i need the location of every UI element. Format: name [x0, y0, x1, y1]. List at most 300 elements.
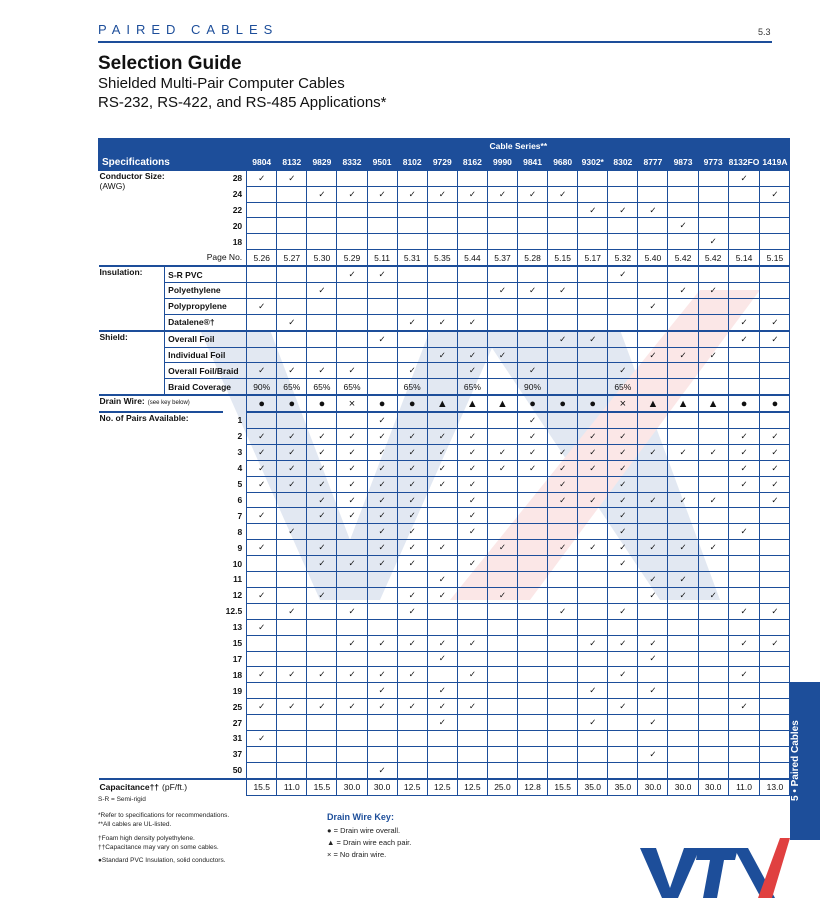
table-cell: 65%	[608, 379, 638, 395]
table-cell	[548, 667, 578, 683]
table-cell	[728, 762, 760, 778]
table-cell: ✓	[698, 444, 728, 460]
table-cell	[668, 762, 698, 778]
table-cell	[728, 412, 760, 428]
table-cell	[760, 170, 790, 186]
table-cell	[728, 619, 760, 635]
table-cell	[728, 556, 760, 572]
table-row	[99, 363, 790, 379]
table-cell: ×	[337, 395, 367, 412]
group-label	[99, 395, 247, 412]
table-cell	[518, 347, 548, 363]
table-cell	[397, 283, 427, 299]
table-cell	[397, 572, 427, 588]
table-cell: ✓	[548, 460, 578, 476]
table-cell	[487, 635, 517, 651]
table-cell	[698, 170, 728, 186]
table-cell	[427, 218, 457, 234]
table-cell	[277, 683, 307, 699]
table-cell: ✓	[307, 476, 337, 492]
table-cell	[578, 619, 608, 635]
table-cell	[760, 540, 790, 556]
table-cell: ✓	[247, 298, 277, 314]
table-cell	[548, 170, 578, 186]
table-cell	[457, 266, 487, 282]
pairs-label: 25	[232, 701, 243, 712]
subtitle-1: Shielded Multi-Pair Computer Cables	[98, 75, 345, 92]
table-cell: ✓	[728, 331, 760, 347]
table-cell	[578, 412, 608, 428]
table-cell	[548, 746, 578, 762]
table-cell: ✓	[397, 363, 427, 379]
table-cell	[337, 762, 367, 778]
table-cell: ✓	[698, 283, 728, 299]
table-cell: ✓	[760, 492, 790, 508]
table-cell: ✓	[397, 603, 427, 619]
table-cell	[337, 746, 367, 762]
section-header: PAIRED CABLES	[98, 22, 279, 37]
table-cell	[427, 492, 457, 508]
table-cell: ✓	[367, 556, 397, 572]
group-note: (see key below)	[147, 400, 190, 407]
table-cell: ✓	[698, 587, 728, 603]
table-cell	[427, 603, 457, 619]
table-cell: ✓	[337, 429, 367, 445]
table-cell	[337, 730, 367, 746]
table-cell	[698, 266, 728, 282]
series-header: 8102	[397, 154, 427, 170]
pairs-label: 19	[232, 685, 243, 696]
table-cell	[668, 715, 698, 731]
table-cell	[668, 508, 698, 524]
series-header: 9841	[518, 154, 548, 170]
table-cell	[578, 730, 608, 746]
table-cell	[457, 202, 487, 218]
table-cell: ✓	[247, 730, 277, 746]
table-row	[99, 412, 790, 428]
table-cell	[608, 683, 638, 699]
table-cell: ✓	[638, 746, 668, 762]
table-cell	[668, 363, 698, 379]
table-cell: ✓	[608, 524, 638, 540]
table-cell	[247, 331, 277, 347]
awg-label: 18	[232, 236, 243, 247]
table-cell: ●	[277, 395, 307, 412]
series-header: 8302	[608, 154, 638, 170]
table-cell	[518, 587, 548, 603]
table-cell	[668, 635, 698, 651]
table-cell: ✓	[397, 508, 427, 524]
table-cell	[668, 556, 698, 572]
table-cell: ✓	[247, 170, 277, 186]
table-cell: ✓	[457, 699, 487, 715]
table-cell	[247, 412, 277, 428]
table-cell	[518, 603, 548, 619]
table-cell: ✓	[457, 429, 487, 445]
table-cell	[247, 283, 277, 299]
pairs-label: 1	[237, 415, 243, 426]
table-cell: ✓	[427, 540, 457, 556]
table-cell	[608, 347, 638, 363]
table-cell	[698, 762, 728, 778]
page-number: 5.3	[758, 27, 771, 37]
table-cell	[548, 635, 578, 651]
table-cell: ✓	[578, 635, 608, 651]
table-cell	[397, 762, 427, 778]
table-cell: ✓	[307, 429, 337, 445]
capacitance-label	[99, 779, 247, 795]
specifications-label: Specifications	[99, 154, 247, 170]
table-cell: ▲	[638, 395, 668, 412]
table-cell	[698, 556, 728, 572]
table-cell: ✓	[397, 540, 427, 556]
table-cell	[307, 331, 337, 347]
table-cell	[307, 762, 337, 778]
table-cell	[760, 202, 790, 218]
table-cell	[457, 540, 487, 556]
table-cell: 90%	[247, 379, 277, 395]
table-cell	[638, 619, 668, 635]
table-cell	[728, 508, 760, 524]
table-cell: ×	[608, 395, 638, 412]
table-cell: ✓	[307, 556, 337, 572]
table-cell: ✓	[427, 444, 457, 460]
table-cell: ✓	[337, 363, 367, 379]
table-cell	[698, 412, 728, 428]
table-cell: ✓	[487, 347, 517, 363]
table-cell: ✓	[487, 186, 517, 202]
table-cell: 5.35	[427, 250, 457, 266]
table-cell: ✓	[307, 540, 337, 556]
table-cell	[247, 556, 277, 572]
pairs-label: 7	[237, 510, 243, 521]
table-cell: ✓	[457, 635, 487, 651]
table-cell	[760, 234, 790, 250]
table-cell	[608, 746, 638, 762]
table-cell	[457, 730, 487, 746]
table-row	[99, 395, 790, 412]
table-cell	[518, 651, 548, 667]
table-cell	[367, 234, 397, 250]
table-cell: ✓	[427, 429, 457, 445]
table-cell	[427, 730, 457, 746]
table-cell	[307, 619, 337, 635]
header-row-series	[99, 154, 790, 170]
table-cell	[457, 298, 487, 314]
table-cell: ✓	[337, 667, 367, 683]
table-cell	[367, 218, 397, 234]
table-cell: ✓	[728, 476, 760, 492]
table-cell	[487, 603, 517, 619]
table-cell: ✓	[760, 186, 790, 202]
table-cell	[307, 202, 337, 218]
page-no-label: Page No.	[206, 252, 243, 263]
table-cell	[247, 762, 277, 778]
table-cell	[457, 603, 487, 619]
table-cell	[638, 556, 668, 572]
footnote-3: †Foam high density polyethylene.	[98, 835, 195, 842]
table-cell	[548, 524, 578, 540]
table-cell: ✓	[367, 476, 397, 492]
series-header: 9990	[487, 154, 517, 170]
table-cell	[698, 218, 728, 234]
table-cell: ✓	[337, 444, 367, 460]
table-cell: ✓	[608, 202, 638, 218]
table-cell: ✓	[337, 186, 367, 202]
table-cell	[548, 699, 578, 715]
table-cell: ✓	[608, 508, 638, 524]
table-cell	[277, 492, 307, 508]
table-cell	[337, 283, 367, 299]
table-cell: ✓	[487, 540, 517, 556]
spec-label: Polypropylene	[165, 298, 247, 314]
table-cell	[277, 331, 307, 347]
table-cell	[457, 651, 487, 667]
table-cell	[518, 202, 548, 218]
table-cell: ✓	[367, 508, 397, 524]
table-cell	[277, 556, 307, 572]
footnote-1: *Refer to specifications for recommendations.	[98, 812, 230, 819]
table-cell	[487, 492, 517, 508]
series-header: 8132	[277, 154, 307, 170]
table-cell: ✓	[397, 314, 427, 330]
series-header: 1419A	[760, 154, 790, 170]
pairs-label: 3	[237, 447, 243, 458]
table-cell: ✓	[367, 186, 397, 202]
table-cell: ✓	[397, 429, 427, 445]
table-cell	[548, 412, 578, 428]
table-cell: ✓	[277, 170, 307, 186]
table-cell: ✓	[668, 444, 698, 460]
spec-label: Polyethylene	[165, 283, 247, 299]
table-cell	[457, 331, 487, 347]
table-cell	[307, 572, 337, 588]
series-header: 9773	[698, 154, 728, 170]
table-cell	[668, 730, 698, 746]
side-tab-label: 5 • Paired Cables	[790, 720, 801, 802]
table-cell: ✓	[728, 170, 760, 186]
table-cell: 65%	[307, 379, 337, 395]
table-cell	[608, 218, 638, 234]
table-cell: ✓	[367, 699, 397, 715]
table-cell	[760, 572, 790, 588]
table-cell: ✓	[337, 603, 367, 619]
table-cell: ✓	[397, 556, 427, 572]
table-cell	[578, 762, 608, 778]
table-cell	[638, 460, 668, 476]
table-cell: ✓	[608, 476, 638, 492]
table-cell: ✓	[397, 444, 427, 460]
series-header: 9302*	[578, 154, 608, 170]
table-cell: ✓	[638, 572, 668, 588]
group-label	[99, 412, 223, 778]
table-cell	[307, 715, 337, 731]
table-cell	[397, 298, 427, 314]
table-cell: ✓	[638, 683, 668, 699]
table-cell: ✓	[397, 460, 427, 476]
table-cell	[487, 508, 517, 524]
table-cell	[367, 363, 397, 379]
table-cell: ✓	[337, 476, 367, 492]
table-cell: ✓	[277, 667, 307, 683]
table-cell: ✓	[608, 556, 638, 572]
table-cell	[457, 683, 487, 699]
table-cell	[247, 218, 277, 234]
drain-key-none: × = No drain wire.	[327, 850, 387, 859]
table-cell	[427, 508, 457, 524]
table-cell: ✓	[668, 283, 698, 299]
table-cell	[518, 234, 548, 250]
table-cell	[367, 730, 397, 746]
table-cell: ✓	[457, 667, 487, 683]
table-cell	[307, 170, 337, 186]
table-cell	[698, 730, 728, 746]
pairs-label: 27	[232, 717, 243, 728]
table-cell	[337, 314, 367, 330]
table-cell	[548, 587, 578, 603]
table-cell	[367, 587, 397, 603]
series-header: 8777	[638, 154, 668, 170]
table-cell: ✓	[397, 587, 427, 603]
table-cell	[578, 556, 608, 572]
table-cell	[487, 746, 517, 762]
table-cell	[518, 715, 548, 731]
capacitance-cell: 30.0	[668, 779, 698, 795]
table-cell	[427, 202, 457, 218]
table-cell: ✓	[548, 492, 578, 508]
table-cell	[427, 234, 457, 250]
table-cell	[487, 476, 517, 492]
table-cell	[578, 603, 608, 619]
capacitance-cell: 15.5	[548, 779, 578, 795]
capacitance-cell: 13.0	[760, 779, 790, 795]
table-cell	[698, 715, 728, 731]
table-cell	[397, 412, 427, 428]
table-cell	[760, 363, 790, 379]
table-cell	[698, 476, 728, 492]
drain-key-overall: ● = Drain wire overall.	[327, 826, 401, 835]
table-cell: ✓	[247, 587, 277, 603]
table-cell	[457, 234, 487, 250]
table-cell	[698, 363, 728, 379]
table-cell	[608, 331, 638, 347]
table-cell	[668, 524, 698, 540]
table-cell	[518, 635, 548, 651]
table-cell	[337, 715, 367, 731]
table-cell: ✓	[277, 429, 307, 445]
table-cell	[698, 429, 728, 445]
table-cell	[668, 412, 698, 428]
table-cell	[578, 572, 608, 588]
table-cell	[760, 218, 790, 234]
table-cell: ✓	[608, 635, 638, 651]
table-cell	[760, 298, 790, 314]
table-cell: 65%	[457, 379, 487, 395]
table-cell: ✓	[247, 429, 277, 445]
table-cell	[457, 572, 487, 588]
table-cell	[457, 762, 487, 778]
spec-label: Datalene®†	[165, 314, 247, 330]
table-cell	[397, 170, 427, 186]
table-cell: ✓	[578, 460, 608, 476]
table-cell	[277, 651, 307, 667]
table-cell	[668, 298, 698, 314]
table-cell	[487, 412, 517, 428]
table-cell	[487, 314, 517, 330]
table-cell: ✓	[427, 572, 457, 588]
table-cell	[668, 667, 698, 683]
table-cell: ▲	[487, 395, 517, 412]
table-cell: 65%	[397, 379, 427, 395]
table-cell: ✓	[518, 444, 548, 460]
table-cell: 5.32	[608, 250, 638, 266]
table-cell	[337, 572, 367, 588]
page-title: Selection Guide	[98, 53, 242, 74]
table-cell: 5.44	[457, 250, 487, 266]
capacitance-cell: 15.5	[247, 779, 277, 795]
table-cell	[548, 314, 578, 330]
table-cell	[698, 202, 728, 218]
table-cell	[548, 556, 578, 572]
pairs-label: 17	[232, 653, 243, 664]
table-cell	[307, 746, 337, 762]
table-cell	[307, 524, 337, 540]
table-cell	[307, 314, 337, 330]
table-cell: 5.31	[397, 250, 427, 266]
table-cell: ✓	[457, 556, 487, 572]
table-cell	[728, 683, 760, 699]
table-cell: ✓	[457, 186, 487, 202]
table-cell	[277, 347, 307, 363]
table-cell	[760, 283, 790, 299]
table-cell	[760, 347, 790, 363]
table-cell	[638, 218, 668, 234]
table-cell: ✓	[337, 492, 367, 508]
table-cell: ✓	[608, 429, 638, 445]
capacitance-cell: 12.5	[427, 779, 457, 795]
table-cell	[548, 508, 578, 524]
table-cell: ✓	[277, 444, 307, 460]
table-cell	[668, 746, 698, 762]
table-cell: ✓	[638, 651, 668, 667]
table-cell	[457, 412, 487, 428]
table-cell: 5.11	[367, 250, 397, 266]
table-cell: ✓	[638, 347, 668, 363]
selection-guide-table	[98, 138, 790, 796]
table-cell	[548, 715, 578, 731]
group-label-text: Conductor Size:	[99, 170, 165, 181]
table-cell: ✓	[760, 476, 790, 492]
table-cell: ✓	[518, 412, 548, 428]
table-cell: ✓	[638, 492, 668, 508]
table-cell: ✓	[307, 667, 337, 683]
table-cell	[277, 635, 307, 651]
table-cell	[247, 202, 277, 218]
table-cell	[518, 667, 548, 683]
table-cell	[397, 202, 427, 218]
table-cell: ✓	[277, 314, 307, 330]
table-cell: ✓	[367, 540, 397, 556]
table-cell: ●	[760, 395, 790, 412]
table-cell	[337, 298, 367, 314]
table-cell	[638, 266, 668, 282]
table-cell	[668, 651, 698, 667]
capacitance-cell: 12.5	[397, 779, 427, 795]
table-cell: ✓	[698, 347, 728, 363]
table-cell	[367, 314, 397, 330]
capacitance-cell: 25.0	[487, 779, 517, 795]
table-cell: ✓	[668, 218, 698, 234]
